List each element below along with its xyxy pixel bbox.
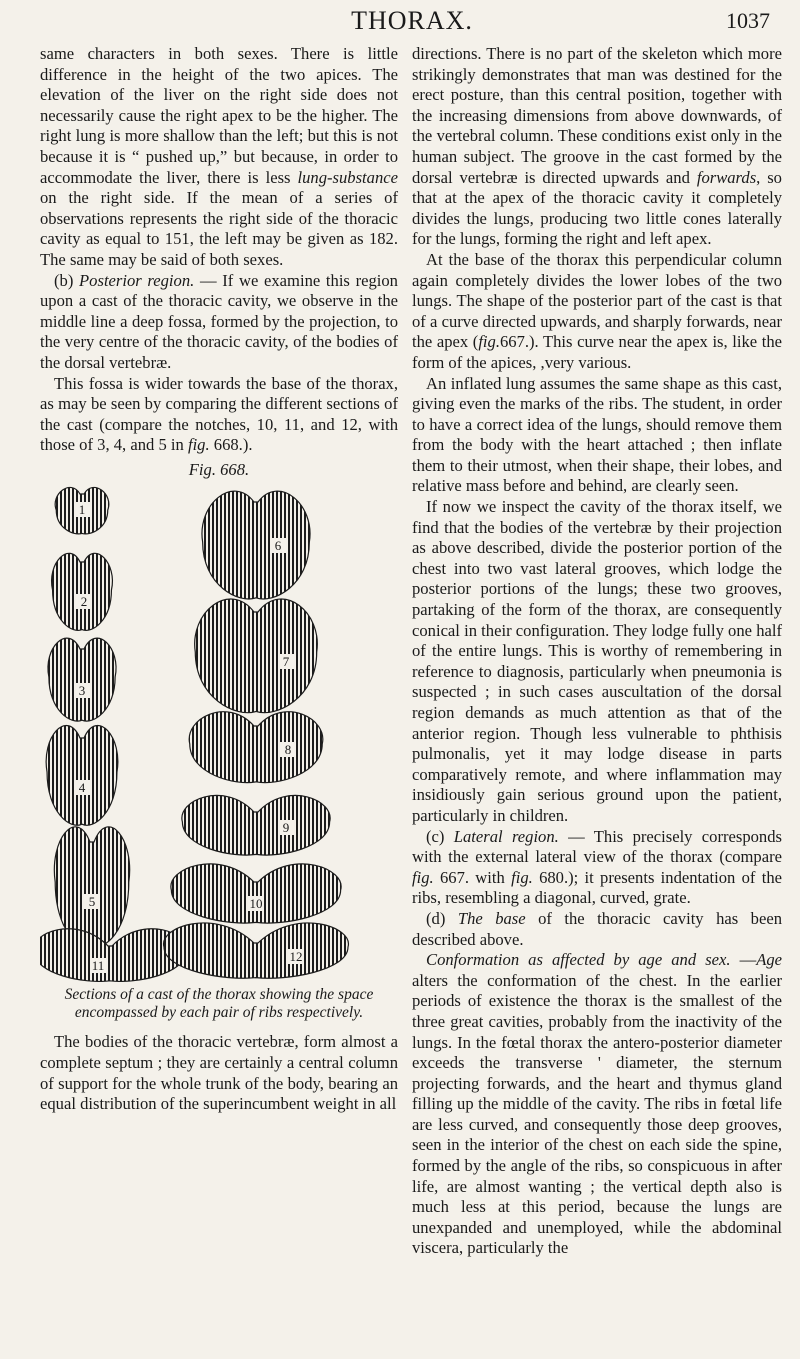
cast-section-2 [52,554,113,631]
figure-668 [40,482,398,982]
cast-section-10 [171,864,341,923]
cast-section-shape [48,639,116,722]
paragraph: An inflated lung assumes the same shape as this cast, giving even the marks of the ribs. The student, in order to have a correct idea of the lungs, should remove them from the body with the heart attached ; then inflate them to their utmost, when their shape, their lobes, and relative mass before and behind, are clearly seen. [412,373,782,496]
cast-section-label: 9 [282,820,290,836]
paragraph: same characters in both sexes. There is little difference in the height of the two apices. The elevation of the liver on the right side does not necessarily cause the right apex to be the higher. The right lung is more shallow than the left; but this is not because it is “ pushed up,” but because, in order to accommodate the liver, there is less lung-substance on the right side. If the mean of a series of observations represents the right side of the thoracic cavity as equal to 151, the left may be given as 182. The same may be said of both sexes. [40,44,398,269]
cast-section-3 [48,639,116,722]
cast-section-label: 5 [88,894,96,910]
cast-section-shape [52,554,113,631]
cast-section-shape [164,923,349,978]
cast-section-7 [195,599,318,713]
cast-section-shape [171,864,341,923]
cast-section-9 [182,796,330,856]
page-number: 1037 [726,8,770,33]
cast-section-shape [202,492,310,600]
cast-section-label: 12 [289,949,303,965]
cast-section-4 [46,726,118,826]
paragraph: If now we inspect the cavity of the thorax itself, we find that the bodies of the vertebræ by their projection as above described, divide the posterior portion of the chest into two vast lateral grooves, which lodge the posterior portions of the lungs; these two grooves, partaking of the form of the thorax, are consequently conical in their configuration. They lodge fully one half of the entire lungs. This is worthy of remembering in reference to diagnosis, particularly when pneumonia is suspected ; in such cases auscultation of the dorsal region demands as much attention as that of the anterior region. Though less vulnerable to phthisis pulmonalis, yet it may lodge disease in parts comparatively remote, and where inflammation may insidiously gain serious ground upon the patient, particularly in children. [412,497,782,825]
figure-label: Fig. 668. [188,459,250,479]
cast-section-shape [46,726,118,826]
cast-section-6 [202,492,310,600]
cast-section-label: 6 [274,538,282,554]
cast-section-1 [55,488,109,534]
cast-section-12 [164,923,349,978]
cast-section-label: 8 [284,742,292,758]
page-title: THORAX. [351,6,473,35]
cast-section-shape [195,599,318,713]
cast-section-label: 11 [91,958,105,974]
paragraph: Conformation as affected by age and sex. —Age alters the conformation of the chest. In the earlier periods of existence the thorax is the smallest of the three great cavities, probably from the inactivity of the lungs. In the fœtal thorax the antero-posterior diameter exceeds the transverse ' diameter, the sternum projecting forwards, and the heart and thymus gland filling up the middle of the cavity. The ribs in fœtal life are less curved, and consequently those deep grooves, seen in the interior of the chest on each side the spine, formed by the angle of the ribs, so conspicuous in after life, are almost wanting ; the vertical depth also is much less at this period, because the lungs are unexpanded and unemployed, while the abdominal viscera, particularly the [412,950,782,1258]
cast-section-label: 3 [78,683,86,699]
cast-section-label: 10 [249,896,263,912]
right-column [412,44,782,1259]
cast-section-label: 4 [78,780,86,796]
paragraph: At the base of the thorax this perpendicular column again completely divides the lower lobes of the two lungs. The shape of the posterior part of the cast is that of a curve directed upwards, and sharply forwards, near the apex (fig.667.). This curve near the apex is, like the form of the apices, ,very various. [412,249,782,372]
paragraph: directions. There is no part of the skeleton which more strikingly demonstrates that man was destined for the erect posture, than this central position, together with the increasing dimensions from above downwards, of the vertebral column. These conditions exist only in the human subject. The groove in the cast formed by the dorsal vertebræ is directed upwards and forwards, so that at the apex of the thoracic cavity it completely divides the lungs, producing two little cones laterally for the lungs, forming the right and left apex. [412,44,782,249]
cast-section-8 [189,712,323,783]
cast-section-label: 2 [80,594,88,610]
cast-section-label: 1 [78,502,86,518]
cast-section-shape [182,796,330,856]
cast-section-shape [189,712,323,783]
cast-section-label: 7 [282,654,290,670]
paragraph: This fossa is wider towards the base of the thorax, as may be seen by comparing the different sections of the cast (compare the notches, 10, 11, and 12, with those of 3, 4, and 5 in fig. 668.). [40,373,398,455]
figure-caption: Sections of a cast of the thorax showing the space encompassed by each pair of ribs respectively. [64,986,374,1022]
paragraph: (d) The base of the thoracic cavity has been described above. [412,908,782,949]
figure-illustration [40,482,398,982]
left-column [40,44,398,1115]
paragraph: (c) Lateral region. — This precisely corresponds with the external lateral view of the thorax (compare fig. 667. with fig. 680.); it presents indentation of the ribs, resembling a diagonal, curved, grate. [412,826,783,908]
running-header [44,6,780,40]
paragraph: (b) Posterior region. — If we examine this region upon a cast of the thoracic cavity, we observe in the middle line a deep fossa, formed by the projection, to the very centre of the thoracic cavity, of the bodies of the dorsal vertebræ. [40,270,398,372]
paragraph: The bodies of the thoracic vertebræ, form almost a complete septum ; they are certainly a central column of support for the whole trunk of the body, bearing an equal distribution of the superincumbent weight in all [40,1032,398,1114]
